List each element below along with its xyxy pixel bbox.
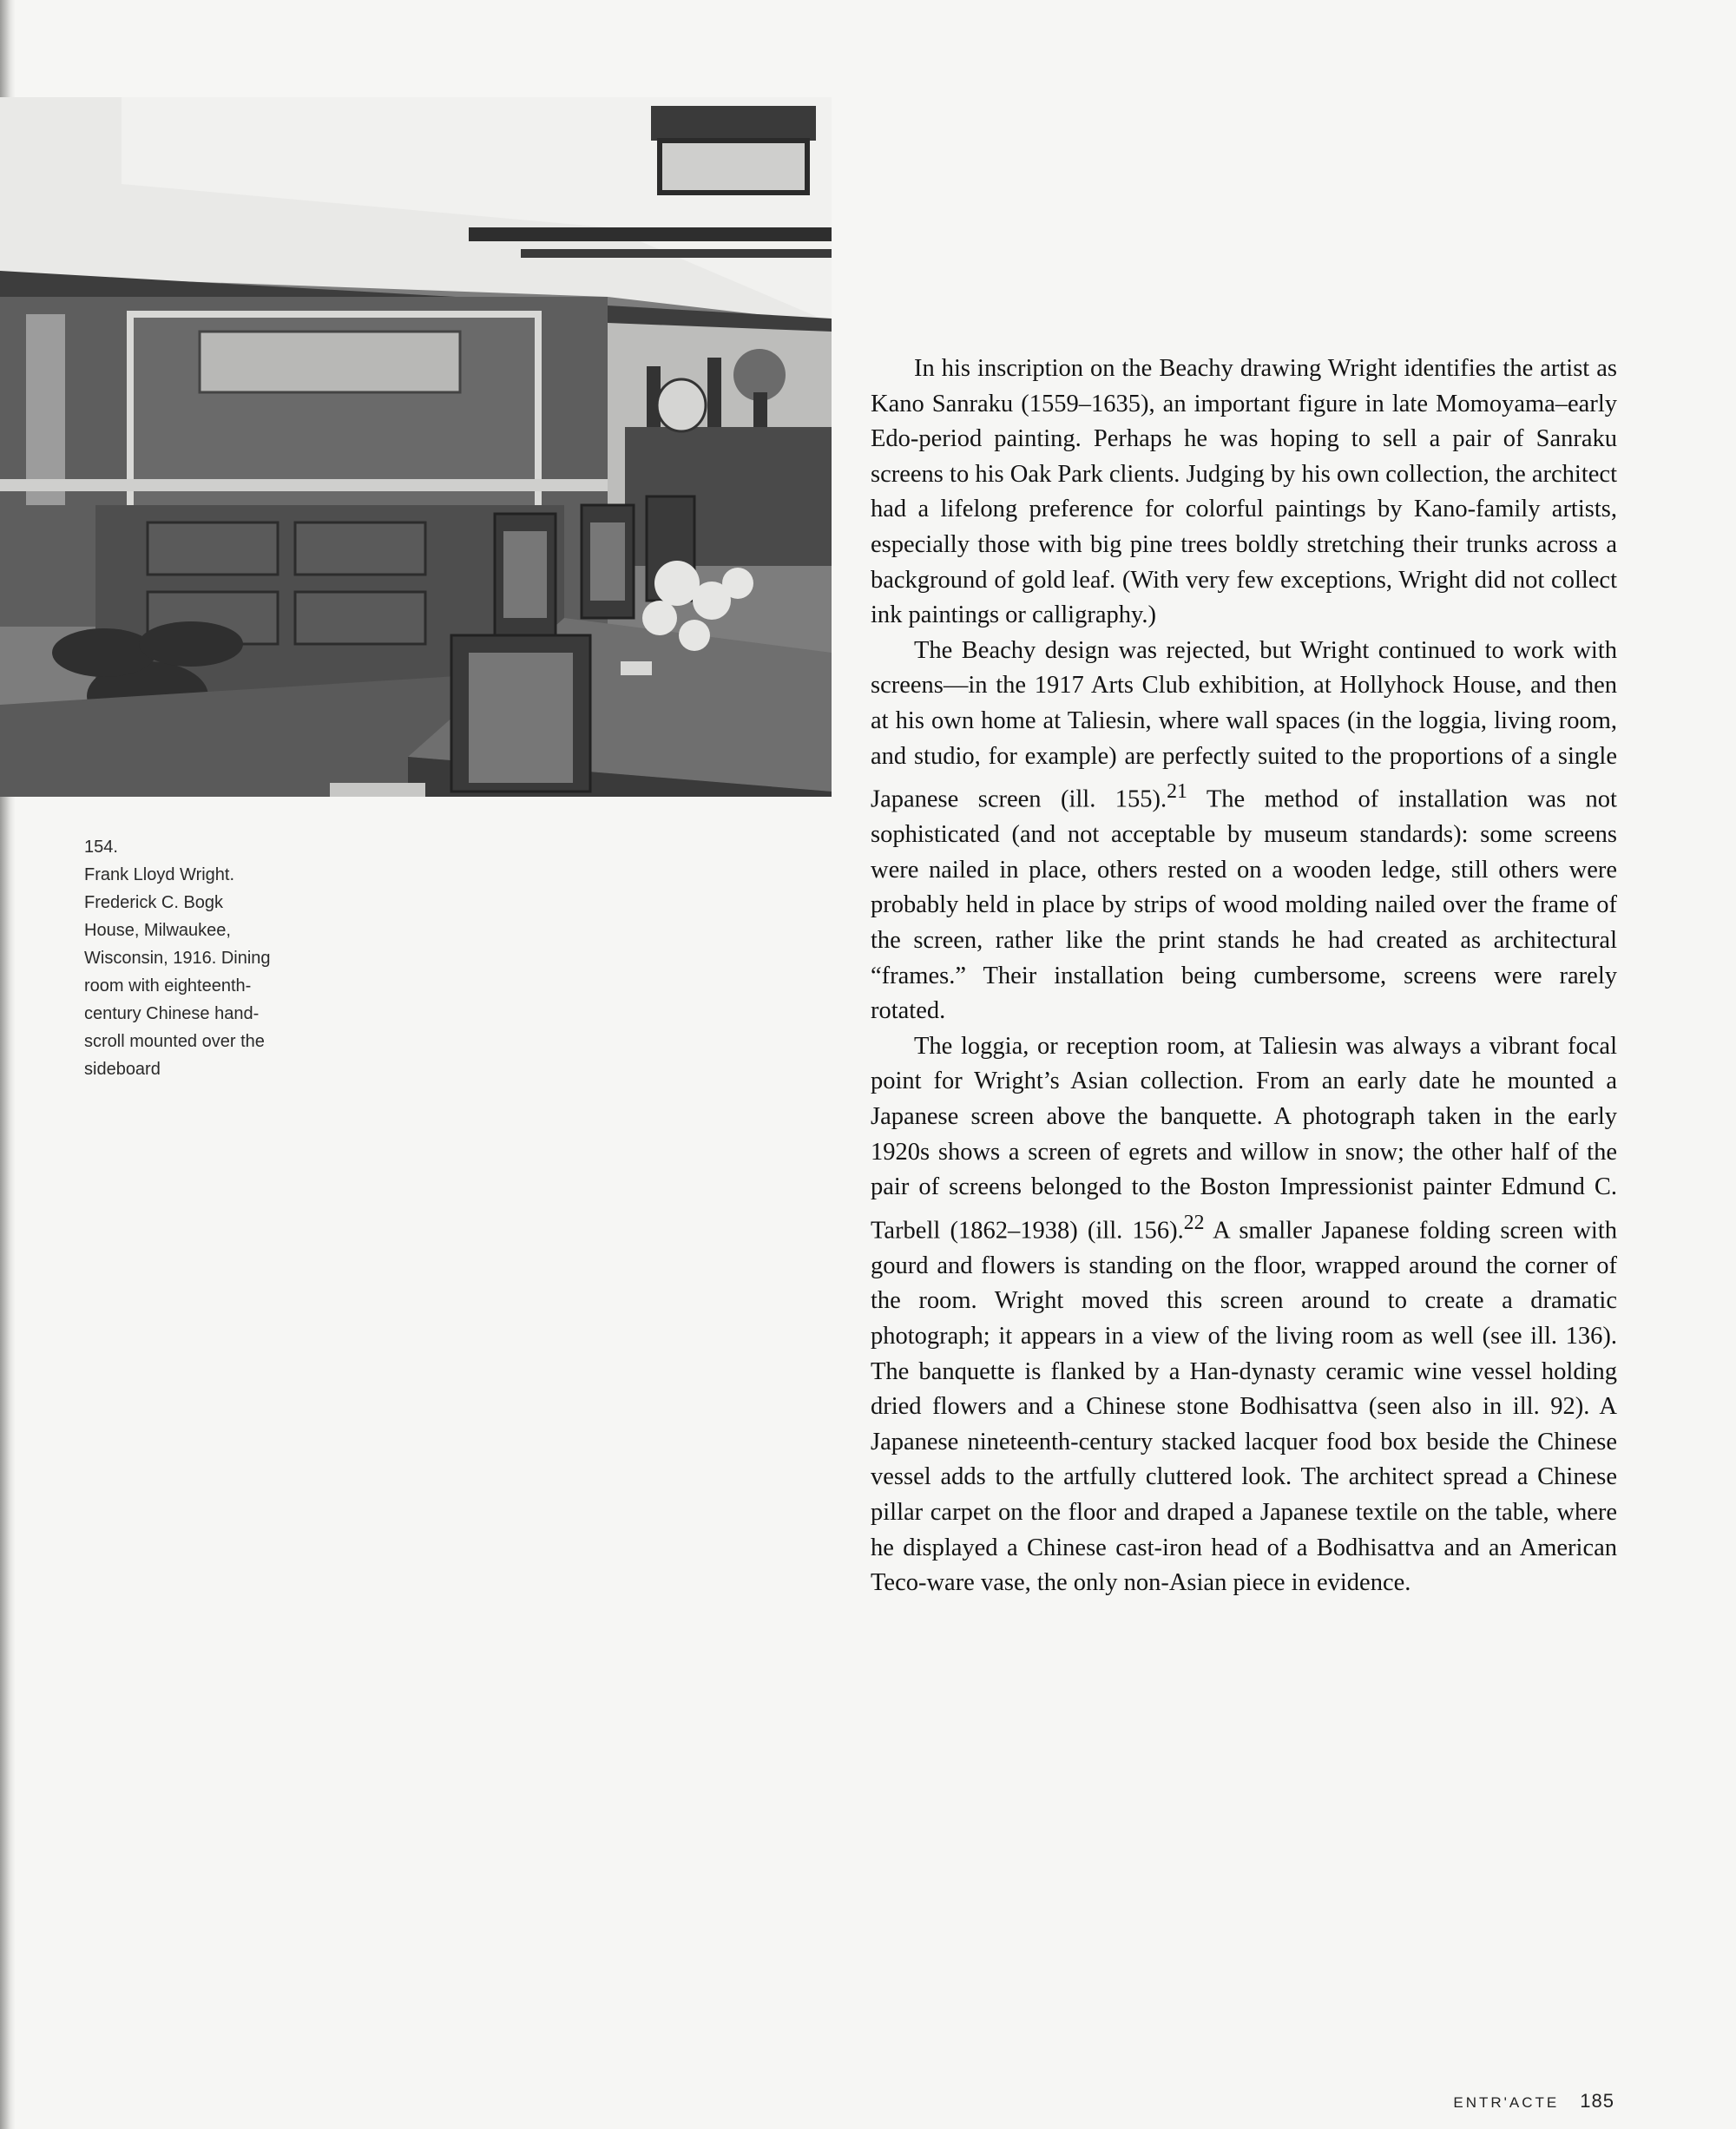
running-head: ENTR'ACTE (1453, 2094, 1560, 2111)
paragraph-3-part-b: A smaller Japanese folding screen with gourd and flowers is standing on the floor, wrapped around the corner of the room. Wright moved this screen around to create a dramatic photograph; it appears in a view of the living room as well (see ill. 136). The banquette is flanked by a Han-dynasty ceramic wine vessel holding dried flowers and a Chinese stone Bodhisattva (seen also in ill. 92). A Japanese nineteenth-century stacked lacquer food box beside the Chinese vessel adds to the artfully cluttered look. The architect spread a Chinese pillar carpet on the floor and draped a Japanese textile on the table, where he displayed a Chinese cast-iron head of a Bodhisattva and an American Teco-ware vase, the only non-Asian piece in evidence. (871, 1217, 1617, 1597)
caption-line: Wisconsin, 1916. Dining (84, 949, 271, 968)
body-text (871, 352, 1617, 1601)
caption-number: 154. (84, 838, 118, 857)
caption-line: scroll mounted over the (84, 1032, 265, 1051)
paragraph-2-part-b: The method of installation was not sophisticated (and not acceptable by museum standards): some screens were nailed in place, others rested on a wooden ledge, still others were probably held in place by strips of wood molding nailed over the frame of the screen, rather like the print stands he had created as architectural “frames.” Their installation being cumbersome, screens were rarely rotated. (871, 785, 1617, 1025)
footnote-ref-22: 22 (1183, 1211, 1205, 1234)
footnote-ref-21: 21 (1167, 780, 1187, 804)
paragraph-2 (871, 634, 1617, 1029)
caption-line: Frederick C. Bogk (84, 893, 224, 912)
paragraph-2-part-a: The Beachy design was rejected, but Wright continued to work with screens—in the 1917 Arts Club exhibition, at Hollyhock House, and then at his own home at Taliesin, where wall spaces (in the loggia, living room, and studio, for example) are perfectly suited to the proportions of a single Japanese screen (ill. 155). (871, 636, 1617, 813)
figure-caption (84, 833, 301, 1083)
caption-line: Frank Lloyd Wright. (84, 865, 235, 884)
caption-line: House, Milwaukee, (84, 921, 231, 940)
caption-line: room with eighteenth- (84, 976, 252, 996)
page-number: 185 (1580, 2090, 1614, 2112)
caption-line: century Chinese hand- (84, 1004, 260, 1023)
dining-room-photograph (0, 97, 832, 797)
paragraph-3-part-a: The loggia, or reception room, at Taliesin was always a vibrant focal point for Wright’s Asian collection. From an early date he mounted a Japanese screen above the banquette. A photograph taken in the early 1920s shows a screen of egrets and willow in snow; the other half of the pair of screens belonged to the Boston Impressionist painter Edmund C. Tarbell (1862–1938) (ill. 156). (871, 1032, 1617, 1245)
page-footer (1453, 2090, 1614, 2113)
paragraph-3 (871, 1029, 1617, 1601)
caption-line: sideboard (84, 1060, 161, 1079)
paragraph-1: In his inscription on the Beachy drawing Wright identifies the artist as Kano Sanraku (1559–1635), an important figure in late Momoyama–early Edo-period painting. Perhaps he was hoping to sell a pair of Sanraku screens to his Oak Park clients. Judging by his own collection, the architect had a lifelong preference for colorful paintings by Kano-family artists, especially those with big pine trees boldly stretching their trunks across a background of gold leaf. (With very few exceptions, Wright did not collect ink paintings or calligraphy.) (871, 355, 1617, 629)
